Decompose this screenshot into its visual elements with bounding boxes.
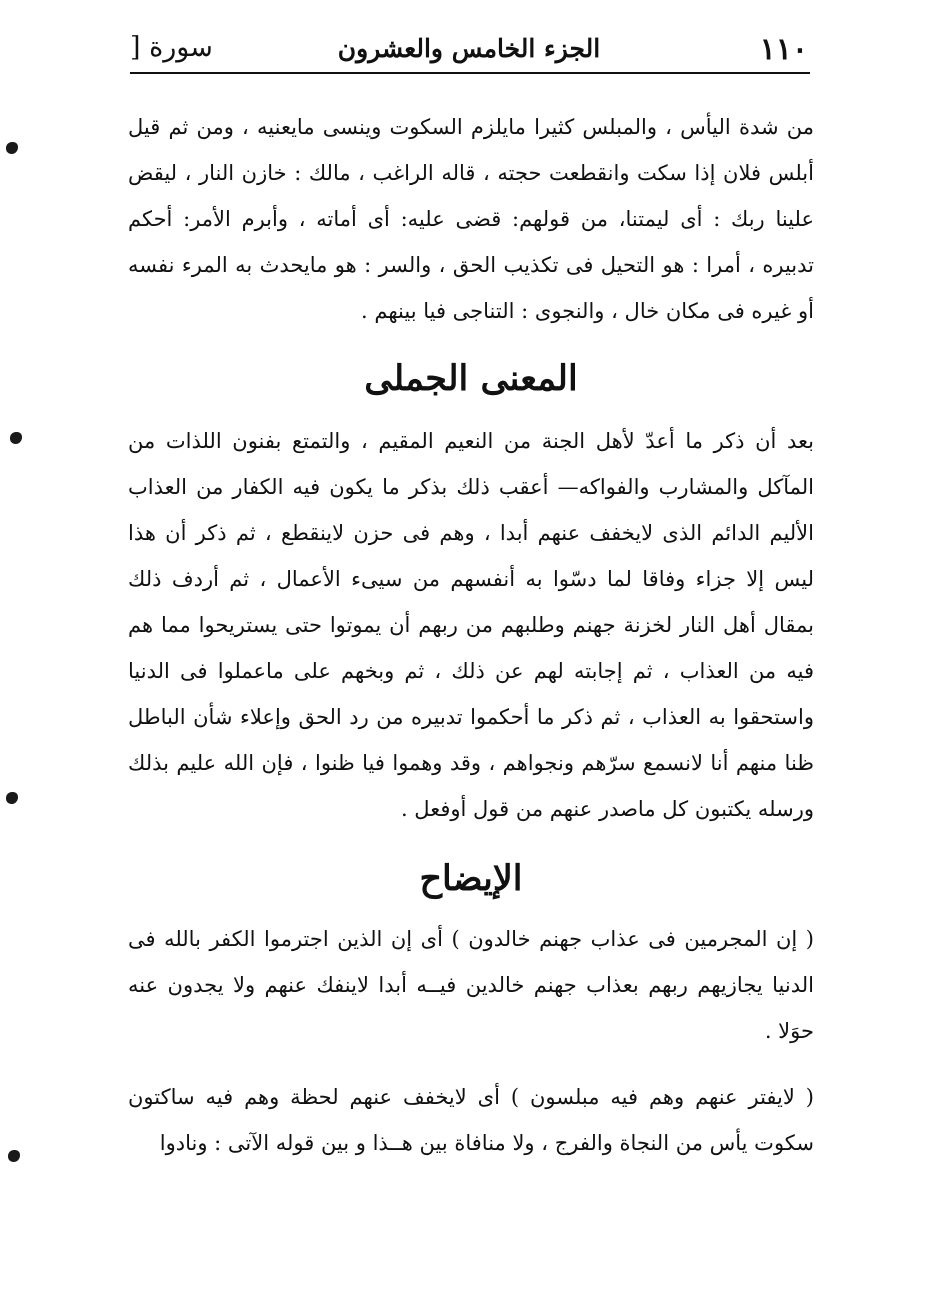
running-title: الجزء الخامس والعشرون [337,34,601,63]
margin-mark [8,1150,20,1162]
margin-mark [6,792,18,804]
definitions-paragraph: من شدة اليأس ، والمبلس كثيرا مايلزم السكوت وينسى مايعنيه ، ومن ثم قيل أبلس فلان إذا سكت وانقطعت حجته ، قاله الراغب ، مالك : خازن النار ، ليقض علينا ربك : أى ليمتنا، من قولهم: قضى عليه: أى أماته ، وأبرم الأمر: أحكم تدبيره ، أمرا : هو التحيل فى تكذيب الحق ، والسر : هو مايحدث به المرء نفسه أو غيره فى مكان خال ، والنجوى : التناجى فيا بينهم . [128,115,814,323]
margin-mark [10,432,22,444]
header-rule [130,72,810,74]
summary-paragraph: بعد أن ذكر ما أعدّ لأهل الجنة من النعيم المقيم ، والتمتع بفنون اللذات من المآكل والمشارب والفواكه— أعقب ذلك بذكر ما يكون فيه الكفار من العذاب الأليم الدائم الذى لايخفف عنهم أبدا ، وهم فى حزن لاينقطع ، ثم ذكر أن هذا ليس إلا جزاء وفاقا لما دسّوا به أنفسهم من سيىء الأعمال ، ثم أردف ذلك بمقال أهل النار لخزنة جهنم وطلبهم من ربهم أن يموتوا حتى يستريحوا مما هم فيه من العذاب ، ثم إجابته لهم عن ذلك ، ثم وبخهم على ماعملوا فى الدنيا واستحقوا به العذاب ، ثم ذكر ما أحكموا تدبيره من رد الحق وإعلاء شأن الباطل ظنا منهم أنا لانسمع سرّهم ونجواهم ، وقد وهموا فيا ظنوا ، فإن الله عليم بذلك ورسله يكتبون كل ماصدر عنهم من قول أوفعل . [128,429,814,821]
margin-mark [6,142,18,154]
page-number: ١١٠ [759,32,808,67]
surah-label: سورة [ [130,32,213,63]
explanation-paragraph-2: ( لايفتر عنهم وهم فيه مبلسون ) أى لايخفف عنهم لحظة وهم فيه ساكتون سكوت يأس من النجاة والفرج ، ولا منافاة بين هــذا و بين قوله الآتى : ونادوا [128,1085,814,1155]
explanation-paragraph-1: ( إن المجرمين فى عذاب جهنم خالدون ) أى إن الذين اجترموا الكفر بالله فى الدنيا يجازيهم ربهم بعذاب جهنم خالدين فيــه أبدا لاينفك عنهم ولا يجدون عنه حوَلا . [128,927,814,1043]
page-header [130,28,808,72]
page-body [128,104,814,1166]
summary-heading: المعنى الجملى [364,358,578,399]
explanation-heading: الإيضاح [419,858,523,899]
